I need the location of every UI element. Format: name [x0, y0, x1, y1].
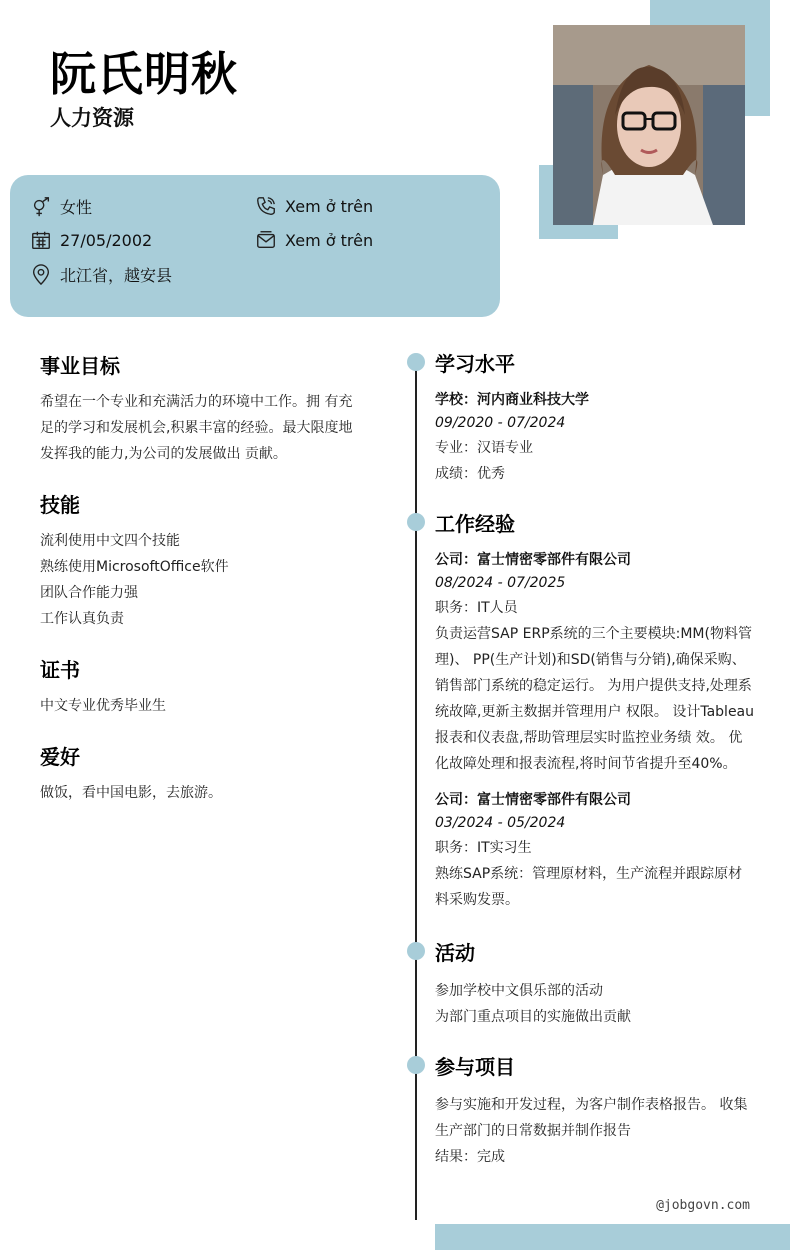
email-value: Xem ở trên	[285, 230, 374, 250]
experience-entry	[435, 549, 755, 777]
phone-value: Xem ở trên	[285, 196, 374, 216]
birthdate-value: 27/05/2002	[60, 230, 153, 250]
experience-desc-line: 销售部门系统的稳定运行。 为用户提供支持,处理系	[435, 678, 752, 694]
experience-desc-line: 统故障,更新主数据并管理用户 权限。 设计Tableau	[435, 704, 755, 720]
experience-role: 职务：IT人员	[435, 600, 518, 616]
timeline-dot	[407, 513, 425, 531]
birthdate-row	[30, 229, 152, 251]
experience-desc-line: 料采购发票。	[435, 892, 519, 908]
skill-item: 熟练使用MicrosoftOffice软件	[40, 559, 229, 575]
school-name: 学校：河内商业科技大学	[435, 392, 589, 408]
section-title: 工作经验	[435, 512, 515, 536]
experience-desc-line: 化故障处理和报表流程,将时间节省提升至40%。	[435, 756, 737, 772]
experience-dates: 03/2024 - 05/2024	[435, 815, 566, 831]
education-dates: 09/2020 - 07/2024	[435, 415, 566, 431]
section-title: 技能	[40, 493, 80, 517]
calendar-icon	[30, 229, 52, 251]
activities-section	[435, 937, 755, 1030]
job-title: 人力资源	[50, 106, 134, 130]
experience-role: 职务：IT实习生	[435, 840, 532, 856]
personal-info-box	[10, 175, 500, 317]
career-goal-section	[40, 350, 360, 467]
profile-photo	[553, 25, 745, 225]
address-value: 北江省，越安县	[60, 266, 173, 285]
experience-desc-line: 熟练SAP系统：管理原材料，生产流程并跟踪原材	[435, 866, 743, 882]
timeline-line	[415, 360, 417, 1220]
education-major: 专业：汉语专业	[435, 440, 533, 456]
section-title: 学习水平	[435, 352, 515, 376]
experience-desc-line: 报表和仪表盘,帮助管理层实时监控业务绩 效。 优	[435, 730, 743, 746]
section-title: 活动	[435, 941, 475, 965]
company-name: 公司：富士情密零部件有限公司	[435, 792, 631, 808]
section-title: 事业目标	[40, 354, 120, 378]
skill-item: 流利使用中文四个技能	[40, 533, 180, 549]
career-goal-line: 发挥我的能力,为公司的发展做出 贡献。	[40, 446, 287, 462]
location-pin-icon	[30, 264, 52, 286]
email-row	[255, 229, 373, 251]
company-name: 公司：富士情密零部件有限公司	[435, 552, 631, 568]
bottom-accent-bar	[435, 1224, 790, 1250]
phone-row	[255, 195, 373, 217]
section-title: 证书	[40, 658, 80, 682]
timeline-dot	[407, 1056, 425, 1074]
project-line: 参与实施和开发过程，为客户制作表格报告。 收集	[435, 1097, 748, 1113]
activity-item: 参加学校中文俱乐部的活动	[435, 983, 603, 999]
certificate-item: 中文专业优秀毕业生	[40, 698, 166, 714]
mail-icon	[255, 229, 277, 251]
skill-item: 工作认真负责	[40, 611, 124, 627]
gender-icon	[30, 196, 52, 218]
watermark: @jobgovn.com	[656, 1198, 750, 1213]
experience-section	[435, 508, 755, 913]
section-title: 参与项目	[435, 1055, 515, 1079]
project-line: 生产部门的日常数据并制作报告	[435, 1123, 631, 1139]
career-goal-line: 希望在一个专业和充满活力的环境中工作。拥 有充	[40, 394, 353, 410]
education-grade: 成绩：优秀	[435, 466, 505, 482]
project-result: 结果：完成	[435, 1149, 505, 1165]
experience-entry	[435, 789, 755, 913]
certificates-section	[40, 654, 360, 719]
career-goal-line: 足的学习和发展机会,积累丰富的经验。最大限度地	[40, 420, 353, 436]
skill-item: 团队合作能力强	[40, 585, 138, 601]
phone-icon	[255, 195, 277, 217]
timeline-dot	[407, 942, 425, 960]
hobbies-text: 做饭，看中国电影，去旅游。	[40, 785, 222, 801]
hobbies-section	[40, 741, 360, 806]
address-row	[30, 263, 172, 286]
section-title: 爱好	[40, 745, 80, 769]
candidate-name: 阮氏明秋	[50, 47, 238, 101]
education-section	[435, 348, 755, 487]
gender-row	[30, 195, 92, 218]
timeline-dot	[407, 353, 425, 371]
activity-item: 为部门重点项目的实施做出贡献	[435, 1009, 631, 1025]
projects-section	[435, 1051, 755, 1170]
experience-dates: 08/2024 - 07/2025	[435, 575, 566, 591]
left-column	[40, 350, 360, 828]
experience-desc-line: 理)、 PP(生产计划)和SD(销售与分销),确保采购、	[435, 652, 746, 668]
skills-section	[40, 489, 360, 632]
gender-value: 女性	[60, 198, 93, 217]
experience-desc-line: 负责运营SAP ERP系统的三个主要模块:MM(物料管	[435, 626, 752, 642]
